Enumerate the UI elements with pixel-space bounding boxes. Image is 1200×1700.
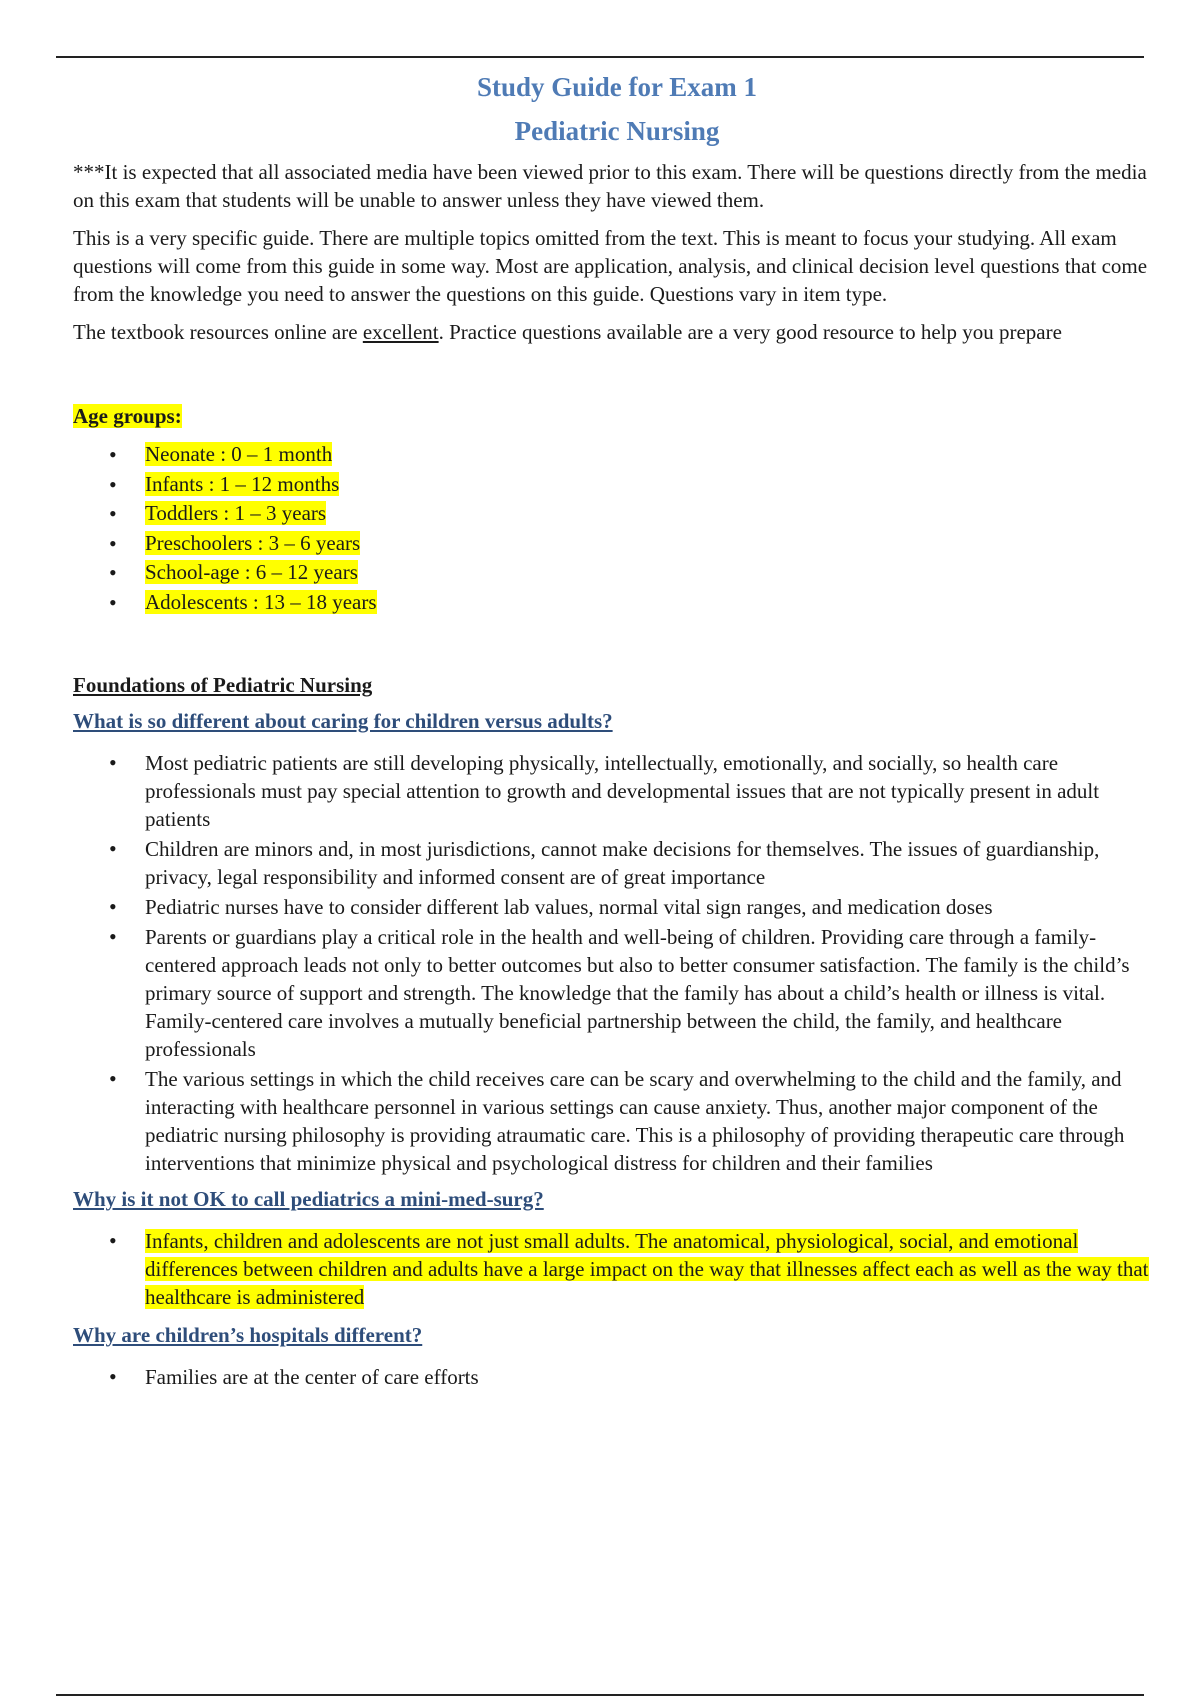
list-item: • The various settings in which the child receives care can be scary and overwhelming to the child and the family, and interacting with healthcare personnel in various settings can cause anxiety. Thus, another major component of the pediatric nursing philosophy is providing atraumatic care. This is a philosophy of providing therapeutic care through interventions that minimize physical and psychological distress for children and their families <box>109 1066 1125 1175</box>
age-groups-heading: Age groups: <box>73 404 182 428</box>
foundations-heading: Foundations of Pediatric Nursing <box>73 673 373 697</box>
mini-med-surg-list <box>73 1227 1161 1311</box>
list-item: • Families are at the center of care efforts <box>109 1364 479 1389</box>
bullet-icon: • <box>109 894 117 919</box>
list-item: • Adolescents : 13 – 18 years <box>73 588 1161 618</box>
list-item: • Toddlers : 1 – 3 years <box>73 499 1161 529</box>
list-item: • Preschoolers : 3 – 6 years <box>73 529 1161 559</box>
age-groups-list <box>73 440 1161 617</box>
intro-paragraph-media: ***It is expected that all associated media have been viewed prior to this exam. There will be questions directly from the media on this exam that students will be unable to answer unless they have viewed them. <box>73 160 1147 212</box>
bullet-icon: • <box>109 924 117 949</box>
document-title: Study Guide for Exam 1 <box>476 72 758 102</box>
bullet-icon: • <box>109 1364 117 1389</box>
list-item: • Children are minors and, in most jurisdictions, cannot make decisions for themselves. The issues of guardianship, privacy, legal responsibility and informed consent are of great importance <box>109 836 1100 889</box>
bullet-icon: • <box>109 836 117 861</box>
list-item: • School-age : 6 – 12 years <box>73 558 1161 588</box>
list-item: • Neonate : 0 – 1 month <box>73 440 1161 470</box>
resources-text-after: . Practice questions available are a very good resource to help you prepare <box>438 320 1062 344</box>
bullet-icon: • <box>109 1066 117 1091</box>
bullet-icon: • <box>109 530 117 556</box>
top-rule <box>56 56 1144 58</box>
question-heading-children-vs-adults: What is so different about caring for children versus adults? <box>73 709 613 733</box>
bullet-icon: • <box>109 750 117 775</box>
bullet-icon: • <box>109 1228 117 1253</box>
list-item: • Infants : 1 – 12 months <box>73 470 1161 500</box>
resources-excellent-underlined: excellent <box>362 320 439 344</box>
children-vs-adults-list <box>73 749 1161 1177</box>
resources-text-before: The textbook resources online are <box>73 320 363 344</box>
bullet-icon: • <box>109 442 117 467</box>
intro-paragraph-guide: This is a very specific guide. There are multiple topics omitted from the text. This is meant to focus your studying. All exam questions will come from this guide in some way. Most are application, analysis, and clinical decision level questions that come from the knowledge you need to answer the questions on this guide. Questions vary in item type. <box>73 226 1148 306</box>
list-item: • Parents or guardians play a critical role in the health and well-being of children. Providing care through a family-centered approach leads not only to better outcomes but also to better consumer satisfaction. The family is the child’s primary source of support and strength. The knowledge that the family has about a child’s health or illness is vital. Family-centered care involves a mutually beneficial partnership between the child, the family, and healthcare professionals <box>109 924 1130 1061</box>
question-heading-childrens-hospitals: Why are children’s hospitals different? <box>73 1323 423 1347</box>
list-item: • Infants, children and adolescents are not just small adults. The anatomical, physiological, social, and emotional differences between children and adults have a large impact on the way that illnesses affect each as well as the way that healthcare is administered <box>109 1228 1149 1309</box>
bullet-icon: • <box>109 471 117 497</box>
intro-paragraph-resources <box>73 318 1161 346</box>
list-item: • Pediatric nurses have to consider different lab values, normal vital sign ranges, and medication doses <box>109 894 993 919</box>
childrens-hospitals-list <box>73 1363 1161 1391</box>
bottom-rule <box>56 1694 1144 1696</box>
question-heading-mini-med-surg: Why is it not OK to call pediatrics a mini-med-surg? <box>73 1187 544 1211</box>
bullet-icon: • <box>109 589 117 615</box>
document-subtitle: Pediatric Nursing <box>514 116 720 146</box>
document-page <box>73 70 1161 1393</box>
list-item: • Most pediatric patients are still developing physically, intellectually, emotionally, and socially, so health care professionals must pay special attention to growth and developmental issues that are not typically present in adult patients <box>109 750 1100 831</box>
bullet-icon: • <box>109 560 117 585</box>
bullet-icon: • <box>109 501 117 526</box>
